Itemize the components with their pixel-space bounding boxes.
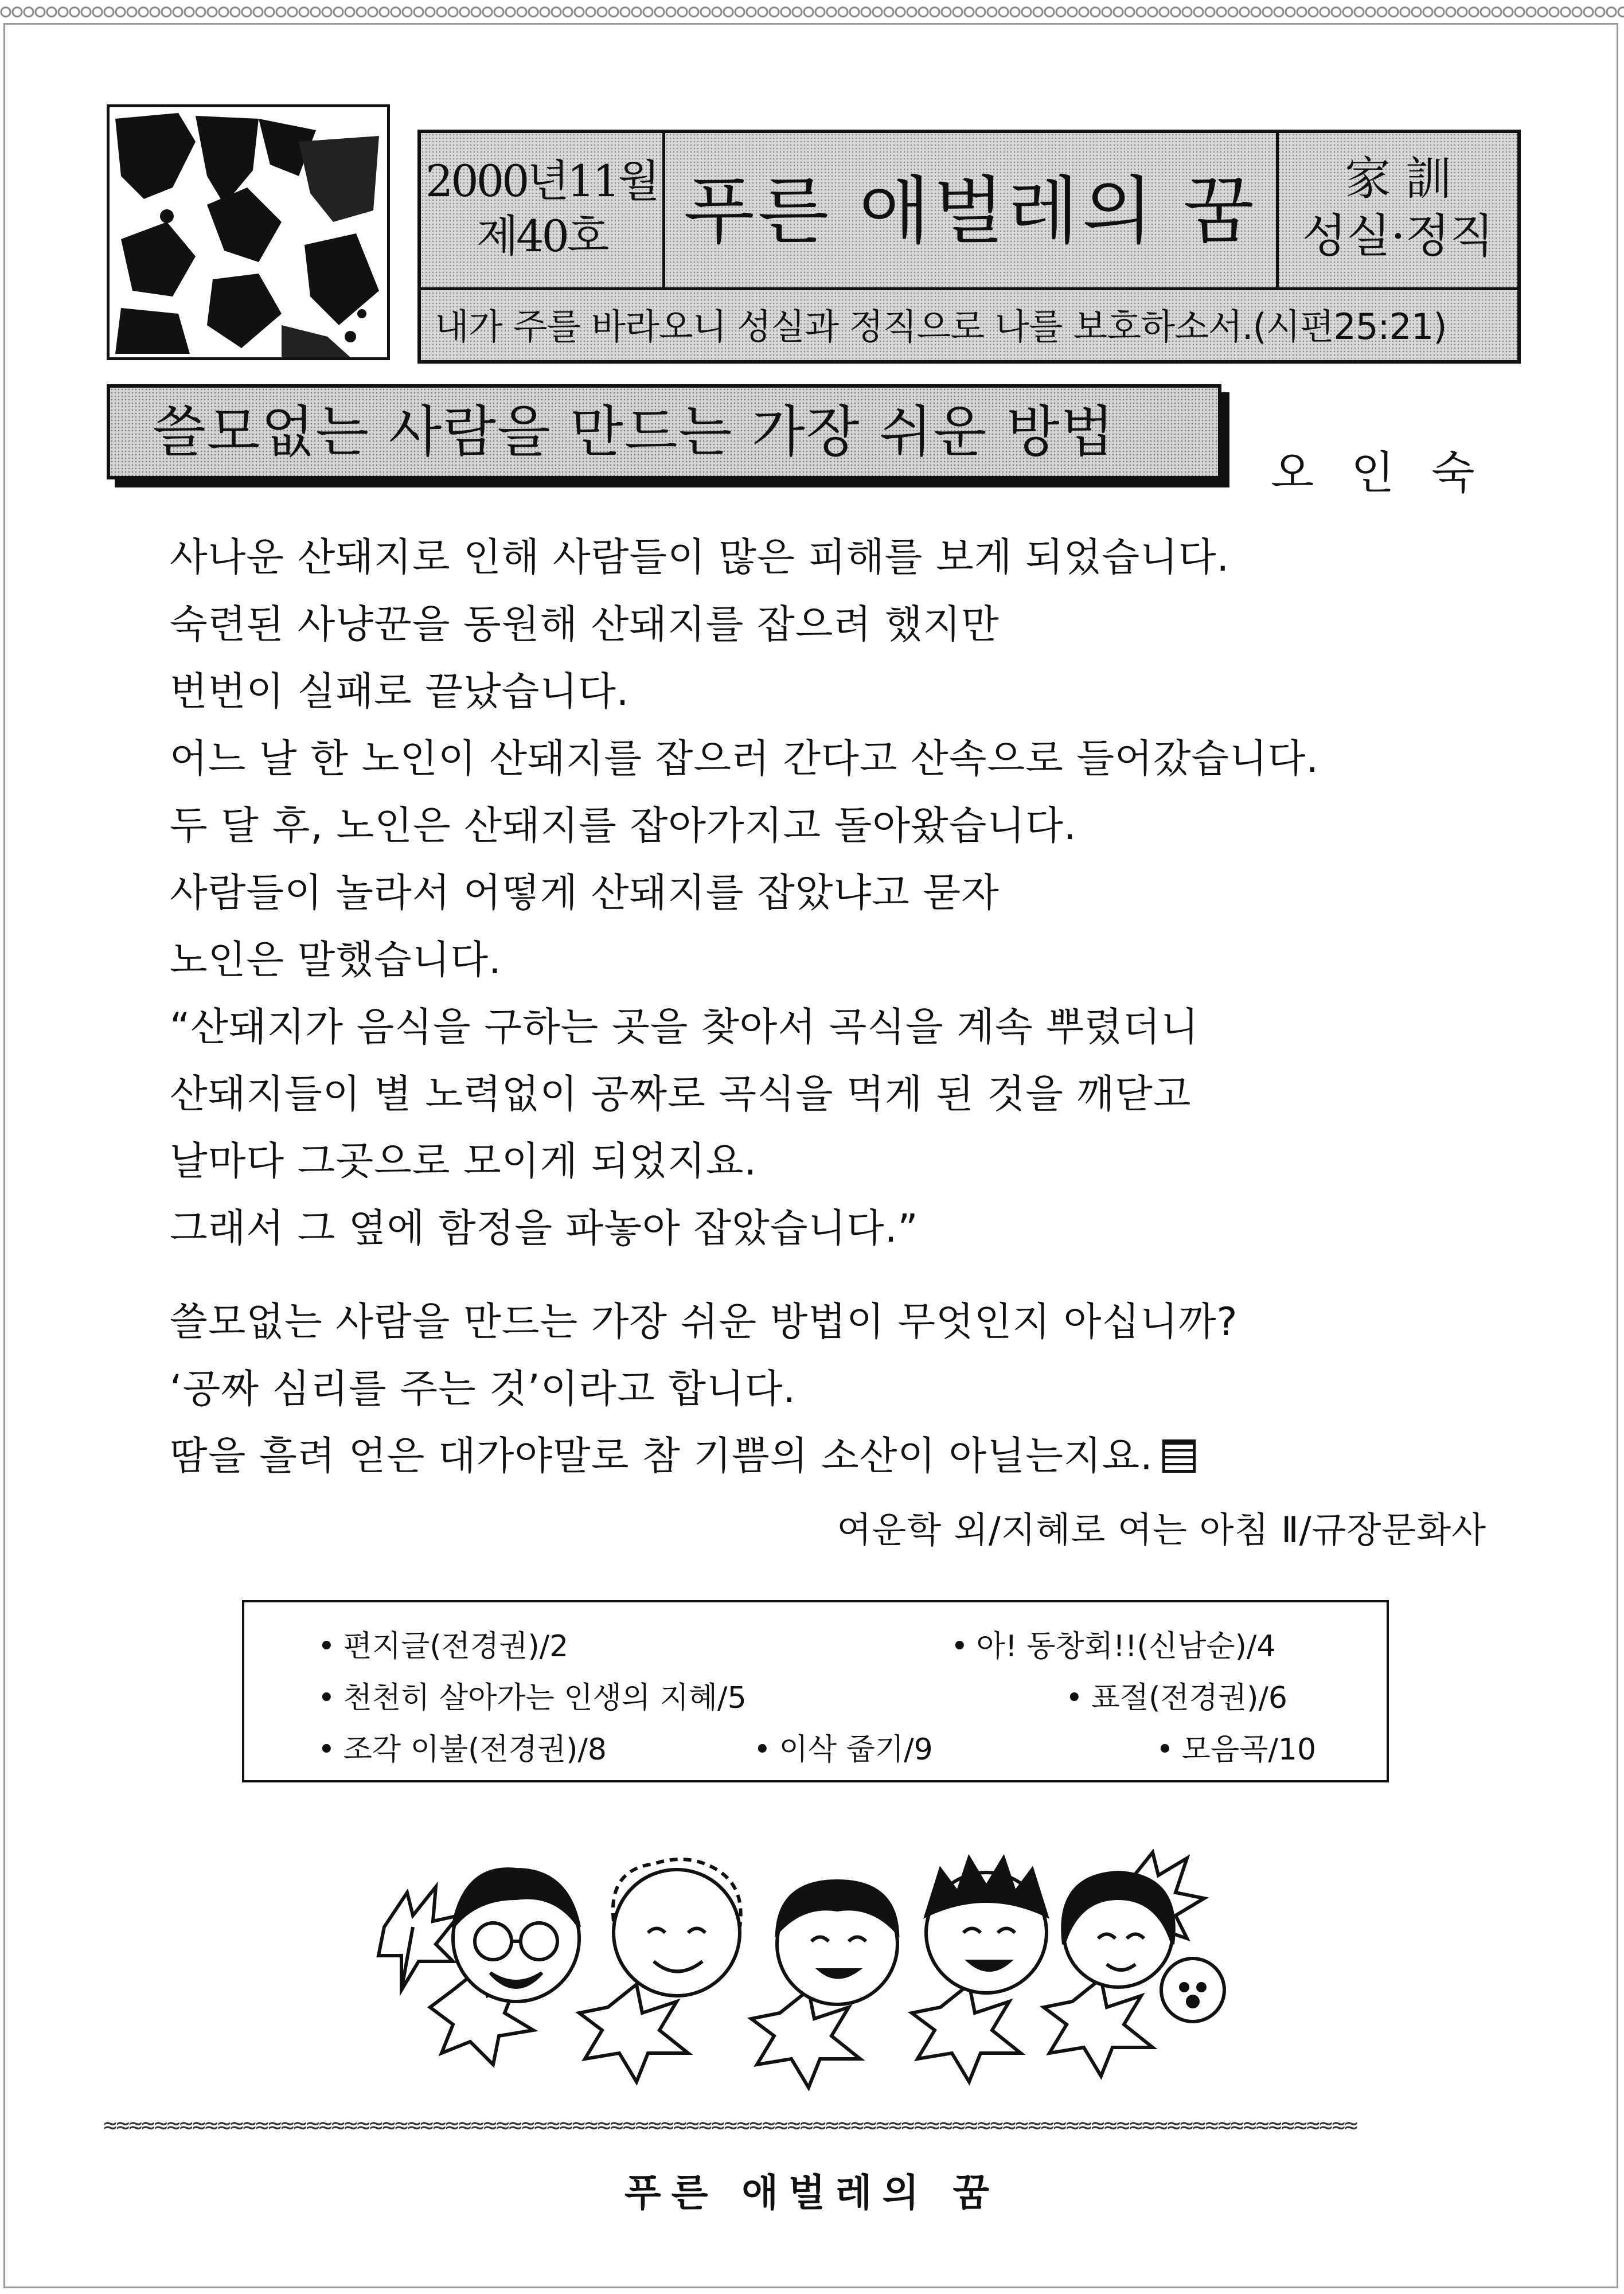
bible-verse: 내가 주를 바라오니 성실과 정직으로 나를 보호하소서.(시편25:21): [435, 306, 1447, 348]
toc-item[interactable]: • 조각 이불(전경권)/8: [318, 1725, 607, 1768]
children-with-leaves-illustration: [367, 1818, 1239, 2116]
toc-item[interactable]: • 아! 동창회!!(신남순)/4: [951, 1622, 1276, 1665]
child-face-spiky: [926, 1858, 1047, 1993]
body-line: 번번이 실패로 끝났습니다.: [170, 669, 630, 715]
toc-item[interactable]: • 천천히 살아가는 인생의 지혜/5: [318, 1673, 747, 1716]
grandmother-face: [613, 1859, 741, 1996]
footer-divider: ≈≈≈≈≈≈≈≈≈≈≈≈≈≈≈≈≈≈≈≈≈≈≈≈≈≈≈≈≈≈≈≈≈≈≈≈≈≈≈≈≈≈≈≈≈≈≈≈≈≈≈≈≈≈≈≈≈≈≈≈≈≈≈≈≈≈≈≈≈≈≈≈≈≈≈≈≈≈≈≈≈≈≈≈≈≈≈≈≈≈≈≈≈≈≈≈≈≈≈: [103, 2114, 1357, 2137]
toc-item[interactable]: • 이삭 줍기/9: [754, 1725, 933, 1768]
body-line: 숙련된 사냥꾼을 동원해 산돼지를 잡으려 했지만: [170, 602, 1000, 647]
child-face-curly: [777, 1881, 897, 2004]
body-line: 두 달 후, 노인은 산돼지를 잡아가지고 돌아왔습니다.: [170, 803, 1077, 849]
paragraph-gap: [170, 1262, 1489, 1289]
article-author: 오 인 숙: [1271, 447, 1486, 499]
body-line: “산돼지가 음식을 구하는 곳을 찾아서 곡식을 계속 뿌렸더니: [170, 1005, 1200, 1050]
motto-text: 성실·정직: [1302, 209, 1494, 263]
header-top-row: [421, 133, 1517, 290]
body-line-last: [170, 1423, 1489, 1490]
table-of-contents: [242, 1600, 1389, 1782]
puppy-face: [1161, 1959, 1224, 2022]
issue-date: 2000년11월: [425, 155, 658, 206]
article-source: 여운학 외/지혜로 여는 아침 Ⅱ/규장문화사: [837, 1509, 1486, 1551]
body-line: 사나운 산돼지로 인해 사람들이 많은 피해를 보게 되었습니다.: [170, 535, 1230, 580]
toc-item[interactable]: • 편지글(전경권)/2: [318, 1622, 568, 1665]
issue-info: [421, 133, 665, 287]
end-mark-icon: [1162, 1439, 1196, 1473]
body-line: 사람들이 놀라서 어떻게 산돼지를 잡았냐고 묻자: [170, 871, 1000, 916]
illustration-svg: [367, 1818, 1239, 2116]
family-motto: [1279, 133, 1517, 287]
body-line: 날마다 그곳으로 모이게 되었지요.: [170, 1139, 758, 1184]
article-body: [170, 524, 1489, 1490]
child-face-glasses: [453, 1869, 579, 2002]
issue-number: 제40호: [476, 210, 607, 262]
toc-item[interactable]: • 모음곡/10: [1156, 1725, 1316, 1768]
motto-label: 家 訓: [1345, 152, 1451, 205]
article-title: 쓸모없는 사람을 만드는 가장 쉬운 방법: [107, 384, 1221, 479]
leaf-icon: [912, 1984, 1021, 2082]
body-line: 노인은 말했습니다.: [170, 938, 502, 983]
body-line-text: 땀을 흘려 얻은 대가야말로 참 기쁨의 소산이 아닐는지요.: [170, 1434, 1153, 1479]
body-line: ‘공짜 심리를 주는 것’이라고 합니다.: [170, 1367, 796, 1412]
spiral-binding: [0, 0, 1624, 22]
child-face-bob: [1063, 1872, 1174, 1987]
newsletter-logo: [107, 104, 390, 360]
toc-item[interactable]: • 표절(전경권)/6: [1065, 1673, 1287, 1716]
leaf-icon: [378, 1887, 459, 1990]
footer-title: 푸른 애벌레의 꿈: [624, 2171, 1000, 2215]
body-line: 산돼지들이 별 노력없이 공짜로 곡식을 먹게 된 것을 깨닫고: [170, 1072, 1192, 1117]
newsletter-header: [417, 130, 1521, 364]
leaf-silhouette-logo-icon: [110, 107, 387, 357]
leaf-icon: [579, 1984, 688, 2082]
newsletter-title: 푸른 애벌레의 꿈: [665, 133, 1279, 287]
leaf-icon: [1044, 1979, 1153, 2076]
body-line: 쓸모없는 사람을 만드는 가장 쉬운 방법이 무엇인지 아십니까?: [170, 1300, 1238, 1345]
body-line: 어느 날 한 노인이 산돼지를 잡으러 간다고 산속으로 들어갔습니다.: [170, 736, 1320, 782]
body-line: 그래서 그 옆에 함정을 파놓아 잡았습니다.”: [170, 1206, 919, 1251]
